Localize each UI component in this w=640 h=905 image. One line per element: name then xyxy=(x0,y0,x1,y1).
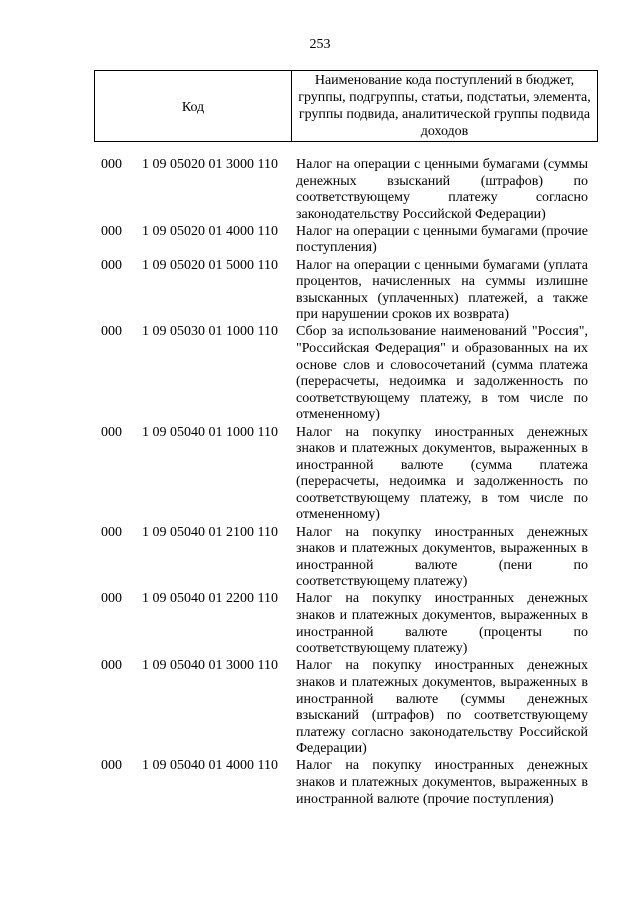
header-name-label: Наименование кода поступлений в бюджет, группы, подгруппы, статьи, подстатьи, элемента, группы подвида, аналитической группы подвида доходов xyxy=(298,73,591,139)
revenue-name: Налог на покупку иностранных денежных знаков и платежных документов, выраженных в иностранной валюте (прочие поступления) xyxy=(296,758,588,807)
revenue-name: Сбор за использование наименований "Россия", "Российская Федерация" и образованных на их основе слов и словосочетаний (сумма платежа (перерасчеты, недоимка и задолженность по соответствующему платежу, в том числе по отмененному) xyxy=(296,324,588,423)
admin-code: 000 xyxy=(101,157,122,172)
revenue-name: Налог на покупку иностранных денежных знаков и платежных документов, выраженных в иностранной валюте (суммы денежных взысканий (штрафов) по соответствующему платежу согласно законодательству Российской Федерации) xyxy=(296,658,588,757)
table-row xyxy=(0,258,640,324)
table-row xyxy=(0,758,640,808)
revenue-code: 1 09 05040 01 2200 110 xyxy=(142,591,278,607)
table-row xyxy=(0,658,640,758)
revenue-codes-list xyxy=(0,157,640,808)
admin-code: 000 xyxy=(101,424,122,440)
admin-code: 000 xyxy=(101,524,122,540)
table-row xyxy=(0,157,640,223)
admin-code: 000 xyxy=(101,223,122,239)
revenue-name: Налог на операции с ценными бумагами (суммы денежных взысканий (штрафов) по соответствующему платежу согласно законодательству Российской Федерации) xyxy=(296,157,588,222)
table-row xyxy=(0,525,640,591)
revenue-code: 1 09 05030 01 1000 110 xyxy=(142,324,278,340)
revenue-name: Налог на операции с ценными бумагами (уплата процентов, начисленных на суммы излишне взысканных (уплаченных) платежей, а также при нарушении сроков их возврата) xyxy=(296,257,588,323)
admin-code: 000 xyxy=(101,658,122,674)
revenue-name: Налог на покупку иностранных денежных знаков и платежных документов, выраженных в иностранной валюте (проценты по соответствующему платежу) xyxy=(296,591,588,657)
page-number: 253 xyxy=(309,37,331,52)
revenue-code: 1 09 05020 01 3000 110 xyxy=(142,157,278,172)
revenue-code: 1 09 05040 01 4000 110 xyxy=(142,758,278,774)
admin-code: 000 xyxy=(101,591,122,607)
revenue-name: Налог на покупку иностранных денежных знаков и платежных документов, выраженных в иностранной валюте (пени по соответствующему платежу) xyxy=(296,524,588,590)
header-code-label: Код xyxy=(95,71,292,141)
table-row xyxy=(0,425,640,525)
revenue-name: Налог на операции с ценными бумагами (прочие поступления) xyxy=(296,223,588,256)
revenue-name: Налог на покупку иностранных денежных знаков и платежных документов, выраженных в иностранной валюте (сумма платежа (перерасчеты, недоимка и задолженность по соответствующему платежу, в том числе по отмененному) xyxy=(296,424,588,523)
table-header xyxy=(94,70,598,142)
revenue-code: 1 09 05040 01 1000 110 xyxy=(142,424,278,440)
revenue-code: 1 09 05020 01 4000 110 xyxy=(142,223,278,239)
admin-code: 000 xyxy=(101,758,122,774)
admin-code: 000 xyxy=(101,324,122,340)
table-row xyxy=(0,224,640,257)
revenue-code: 1 09 05040 01 2100 110 xyxy=(142,524,278,540)
revenue-code: 1 09 05020 01 5000 110 xyxy=(142,257,278,273)
table-row xyxy=(0,324,640,424)
table-row xyxy=(0,591,640,657)
admin-code: 000 xyxy=(101,257,122,273)
revenue-code: 1 09 05040 01 3000 110 xyxy=(142,658,278,674)
